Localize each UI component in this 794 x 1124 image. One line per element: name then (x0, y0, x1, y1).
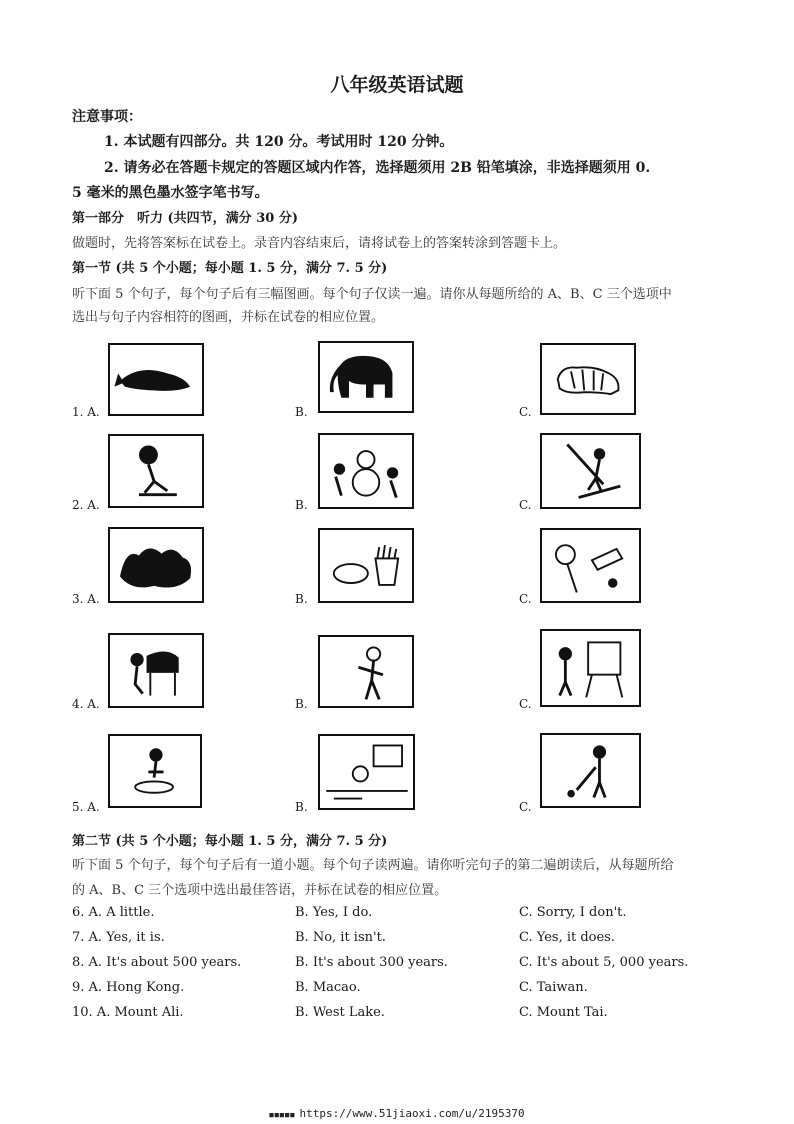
skating-child-icon[interactable] (108, 434, 204, 508)
q3-c-label: C. (519, 592, 532, 606)
candy-icon[interactable] (540, 528, 641, 603)
section2-heading: 第二节 (共 5 个小题；每小题 1. 5 分，满分 7. 5 分) (72, 834, 388, 849)
q2-c-label: C. (519, 498, 532, 512)
q3-label: 3. A. (72, 592, 100, 606)
section1-instruction-cont: 选出与句子内容相符的图画，并标在试卷的相应位置。 (72, 310, 385, 325)
q7-option-b: B. No, it isn't. (295, 930, 386, 945)
q10-option-a: 10. A. Mount Ali. (72, 1005, 184, 1020)
q2-b-label: B. (295, 498, 308, 512)
snowman-icon[interactable] (318, 433, 414, 509)
q7-option-c: C. Yes, it does. (519, 930, 615, 945)
skiing-icon[interactable] (540, 433, 641, 509)
whale-icon[interactable] (108, 343, 204, 416)
q4-c-label: C. (519, 697, 532, 711)
part1-heading: 第一部分 听力 (共四节，满分 30 分) (72, 211, 298, 226)
notice-item-1: 1. 本试题有四部分。共 120 分。考试用时 120 分钟。 (104, 134, 454, 150)
studying-icon[interactable] (318, 734, 415, 810)
q8-option-c: C. It's about 5, 000 years. (519, 955, 689, 970)
q7-option-a: 7. A. Yes, it is. (72, 930, 165, 945)
section2-instruction: 听下面 5 个句子，每个句子后有一道小题。每个句子读两遍。请你听完句子的第二遍朗读后，从每题所给 (72, 858, 674, 873)
food-icon[interactable] (318, 528, 414, 603)
q4-label: 4. A. (72, 697, 100, 711)
q5-b-label: B. (295, 800, 308, 814)
q1-label: 1. A. (72, 405, 100, 419)
q3-b-label: B. (295, 592, 308, 606)
q5-c-label: C. (519, 800, 532, 814)
q5-label: 5. A. (72, 800, 100, 814)
sweeping-icon[interactable] (540, 733, 641, 808)
piano-icon[interactable] (108, 633, 204, 708)
q8-option-b: B. It's about 300 years. (295, 955, 448, 970)
notice-item-2-cont: 5 毫米的黑色墨水签字笔书写。 (72, 185, 269, 201)
section2-instruction-cont: 的 A、B、C 三个选项中选出最佳答语，并标在试卷的相应位置。 (72, 883, 448, 898)
q9-option-b: B. Macao. (295, 980, 361, 995)
footer (0, 1107, 794, 1120)
section1-instruction: 听下面 5 个句子，每个句子后有三幅图画。每个句子仅读一遍。请你从每题所给的 A、B、C 三个选项中 (72, 287, 672, 302)
q6-option-b: B. Yes, I do. (295, 905, 373, 920)
q6-option-a: 6. A. A little. (72, 905, 155, 920)
q10-option-c: C. Mount Tai. (519, 1005, 608, 1020)
washing-icon[interactable] (108, 734, 202, 808)
elephant-icon[interactable] (318, 341, 414, 413)
notice-heading: 注意事项： (72, 109, 142, 125)
notice-item-2: 2. 请务必在答题卡规定的答题区域内作答，选择题须用 2B 铅笔填涂，非选择题须用 0. (104, 160, 651, 176)
forest-icon[interactable] (108, 527, 204, 603)
tiger-icon[interactable] (540, 343, 636, 415)
q4-b-label: B. (295, 697, 308, 711)
q9-option-c: C. Taiwan. (519, 980, 588, 995)
q1-b-label: B. (295, 405, 308, 419)
footer-mark: ■■■■■ (269, 1111, 296, 1119)
q9-option-a: 9. A. Hong Kong. (72, 980, 185, 995)
q10-option-b: B. West Lake. (295, 1005, 385, 1020)
q1-c-label: C. (519, 405, 532, 419)
footer-url-link[interactable]: https://www.51jiaoxi.com/u/2195370 (299, 1107, 525, 1120)
violin-icon[interactable] (318, 635, 414, 708)
page-title: 八年级英语试题 (330, 74, 464, 96)
q2-label: 2. A. (72, 498, 100, 512)
q8-option-a: 8. A. It's about 500 years. (72, 955, 242, 970)
painting-icon[interactable] (540, 629, 641, 707)
section1-heading: 第一节 (共 5 个小题；每小题 1. 5 分，满分 7. 5 分) (72, 261, 388, 276)
part1-instruction: 做题时，先将答案标在试卷上。录音内容结束后，请将试卷上的答案转涂到答题卡上。 (72, 236, 567, 251)
q6-option-c: C. Sorry, I don't. (519, 905, 627, 920)
